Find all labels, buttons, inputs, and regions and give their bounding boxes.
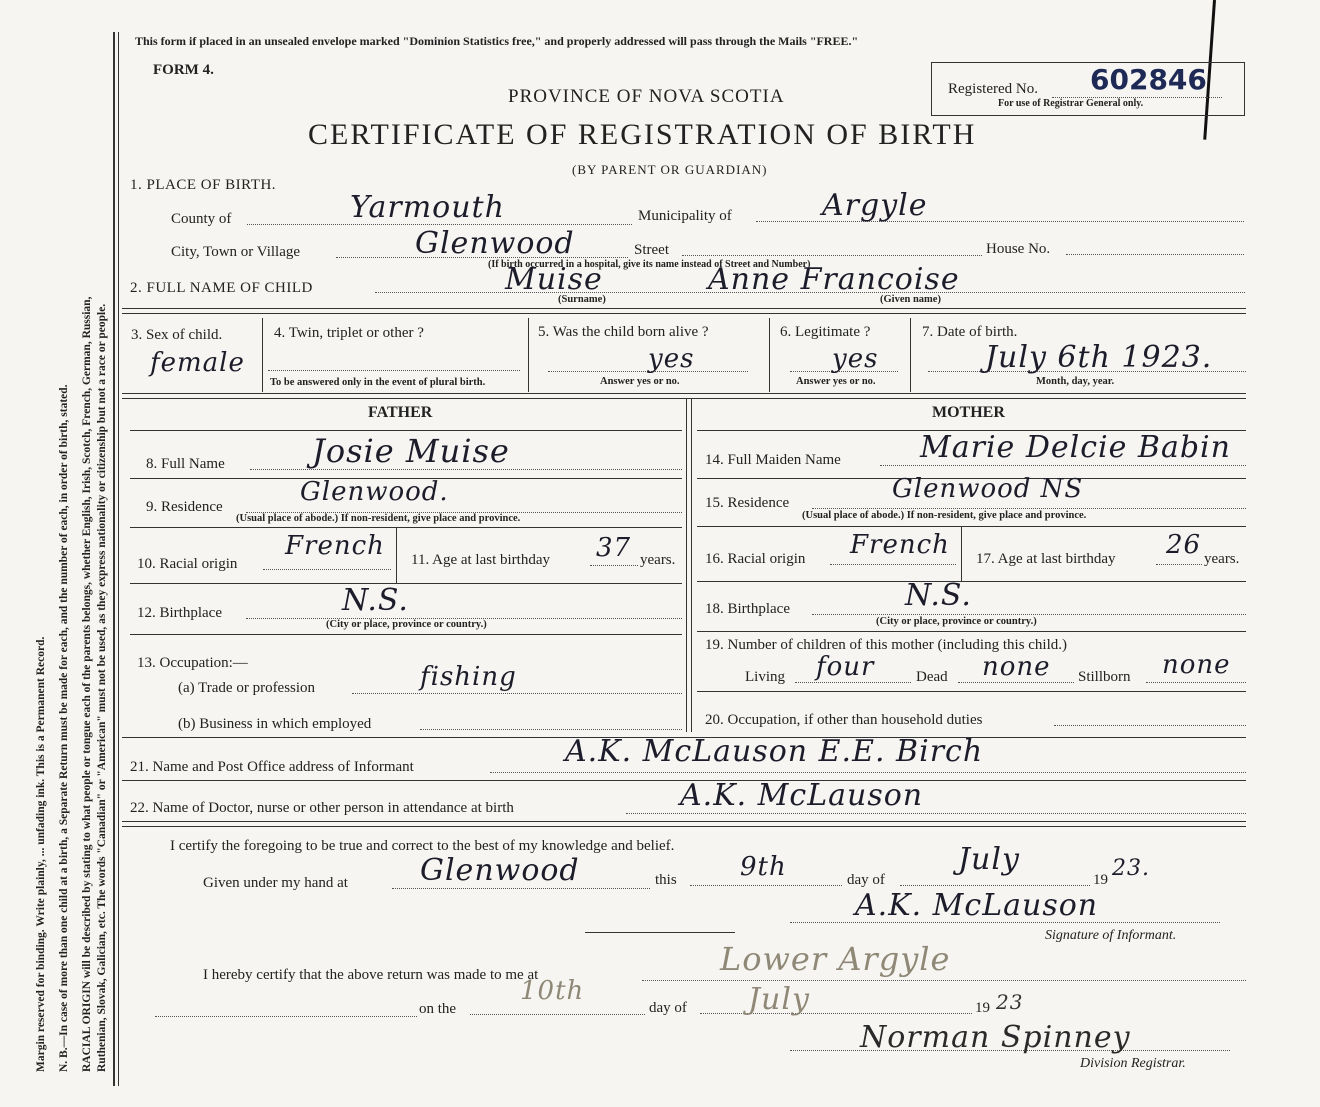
doctor-label: 22. Name of Doctor, nurse or other person in attendance at birth	[130, 800, 514, 816]
child-name-label: 2. FULL NAME OF CHILD	[130, 280, 313, 296]
twin-label: 4. Twin, triplet or other ?	[274, 325, 424, 341]
mother-age: 26	[1166, 530, 1202, 560]
legitimate-value: yes	[832, 344, 879, 374]
father-age-unit: years.	[640, 552, 676, 568]
mother-name-label: 14. Full Maiden Name	[705, 452, 841, 468]
city-value: Glenwood	[415, 226, 575, 261]
hospital-note: (If birth occurred in a hospital, give its name instead of Street and Number)	[488, 259, 811, 270]
on-the-label: on the	[419, 1001, 457, 1017]
city-label: City, Town or Village	[171, 244, 301, 260]
mother-residence: Glenwood NS	[892, 474, 1084, 504]
father-heading: FATHER	[368, 404, 433, 421]
street-label: Street	[634, 242, 669, 258]
registrar-month: July	[748, 982, 810, 1017]
form-number: FORM 4.	[153, 62, 214, 78]
sex-value: female	[150, 348, 245, 378]
living-label: Living	[745, 669, 785, 685]
father-residence-note: (Usual place of abode.) If non-resident, give place and province.	[236, 513, 521, 524]
registrar-certify-text: I hereby certify that the above return was made to me at	[203, 967, 539, 983]
children-count-label: 19. Number of children of this mother (including this child.)	[705, 637, 1068, 653]
doctor-value: A.K. McLauson	[680, 778, 924, 813]
registered-note: For use of Registrar General only.	[998, 98, 1144, 109]
mother-occupation-label: 20. Occupation, if other than household duties	[705, 712, 983, 728]
dob-label: 7. Date of birth.	[922, 324, 1018, 340]
frame-left-line-inner	[118, 32, 119, 1086]
child-surname: Muise	[505, 262, 603, 297]
registrar-day: 10th	[520, 976, 585, 1006]
father-occupation-label: 13. Occupation:—	[137, 655, 248, 671]
mother-racial-label: 16. Racial origin	[705, 551, 806, 567]
dead-label: Dead	[916, 669, 948, 685]
margin-note-multiple-births: N. B.—In case of more than one child at a birth, a Separate Return must be made for each, and the number of each, in order of birth, stated.	[58, 384, 70, 1072]
surname-caption: (Surname)	[558, 294, 606, 305]
legitimate-note: Answer yes or no.	[796, 376, 876, 387]
informant-label: 21. Name and Post Office address of Informant	[130, 759, 414, 775]
registrar-signature: Norman Spinney	[860, 1020, 1131, 1055]
sex-label: 3. Sex of child.	[131, 327, 223, 343]
certify-year-suffix: 23.	[1112, 856, 1150, 881]
registrar-day-of-label: day of	[649, 1000, 687, 1016]
trade-label: (a) Trade or profession	[178, 680, 316, 696]
father-residence-label: 9. Residence	[146, 499, 223, 515]
father-age-label: 11. Age at last birthday	[411, 552, 550, 568]
mother-residence-label: 15. Residence	[705, 495, 790, 511]
mother-birthplace: N.S.	[905, 578, 972, 613]
stillborn-label: Stillborn	[1078, 669, 1131, 685]
father-residence: Glenwood.	[300, 477, 449, 507]
county-label: County of	[171, 211, 232, 227]
certify-text: I certify the foregoing to be true and correct to the best of my knowledge and belief.	[170, 838, 675, 854]
house-number-label: House No.	[986, 241, 1051, 257]
alive-label: 5. Was the child born alive ?	[538, 324, 709, 340]
mother-birthplace-label: 18. Birthplace	[705, 601, 790, 617]
informant-value: A.K. McLauson E.E. Birch	[565, 734, 984, 769]
registered-label: Registered No.	[948, 81, 1038, 97]
mother-age-label: 17. Age at last birthday	[976, 551, 1116, 567]
child-given-name: Anne Francoise	[708, 262, 960, 297]
father-name: Josie Muise	[312, 432, 510, 470]
father-trade: fishing	[420, 662, 517, 692]
mother-racial-origin: French	[850, 530, 950, 560]
father-racial-origin: French	[285, 531, 385, 561]
place-heading: 1. PLACE OF BIRTH.	[130, 177, 277, 193]
registered-number: 602846	[1090, 63, 1207, 96]
informant-signature-caption: Signature of Informant.	[1045, 928, 1177, 943]
county-value: Yarmouth	[350, 190, 505, 225]
this-label: this	[655, 872, 677, 888]
informant-signature: A.K. McLauson	[855, 888, 1099, 923]
mother-age-unit: years.	[1204, 551, 1240, 567]
father-racial-label: 10. Racial origin	[137, 556, 238, 572]
given-label: Given under my hand at	[203, 875, 348, 891]
certify-year-prefix: 19	[1093, 872, 1108, 888]
mother-heading: MOTHER	[932, 404, 1005, 421]
dead-count: none	[982, 652, 1051, 682]
alive-note: Answer yes or no.	[600, 376, 680, 387]
twin-note: To be answered only in the event of plural birth.	[270, 377, 486, 388]
margin-note-racial-origin-1: RACIAL ORIGIN will be described by stating to what people or tongue each of the parents belongs, whether English, Irish, Scotch, French, German, Russian,	[81, 296, 93, 1072]
father-name-label: 8. Full Name	[146, 456, 225, 472]
given-name-caption: (Given name)	[880, 294, 941, 305]
margin-note-binding: Margin reserved for binding. Write plainly, ... unfading ink. This is a Permanent Record.	[35, 636, 47, 1072]
mother-residence-note: (Usual place of abode.) If non-resident, give place and province.	[802, 510, 1087, 521]
frame-left-line	[113, 32, 115, 1086]
mother-name: Marie Delcie Babin	[920, 430, 1231, 465]
registered-number-box	[931, 62, 1245, 116]
municipality-label: Municipality of	[638, 208, 732, 224]
stillborn-count: none	[1162, 650, 1231, 680]
registrar-year-prefix: 19	[975, 1000, 990, 1016]
father-birthplace: N.S.	[342, 583, 409, 618]
registrar-year-suffix: 23	[996, 990, 1024, 1014]
father-birthplace-note: (City or place, province or country.)	[326, 619, 487, 630]
certify-month: July	[958, 842, 1020, 877]
province-heading: PROVINCE OF NOVA SCOTIA	[508, 86, 785, 107]
registrar-caption: Division Registrar.	[1080, 1056, 1186, 1071]
margin-note-racial-origin-2: Ruthenian, Slovak, Galician, etc. The words "Canadian" or "American" must not be used, as they express nationality or citizenship but not a race or people.	[96, 303, 108, 1072]
municipality-value: Argyle	[822, 188, 928, 223]
dob-value: July 6th 1923.	[985, 340, 1213, 375]
certify-day: 9th	[740, 852, 787, 882]
registrar-place: Lower Argyle	[720, 940, 951, 978]
mother-birthplace-note: (City or place, province or country.)	[876, 616, 1037, 627]
alive-value: yes	[648, 344, 695, 374]
business-label: (b) Business in which employed	[178, 716, 372, 732]
mail-notice: This form if placed in an unsealed envelope marked "Dominion Statistics free," and properly addressed will pass through the Mails "FREE."	[135, 34, 859, 48]
living-count: four	[816, 652, 875, 682]
page-subtitle: (BY PARENT OR GUARDIAN)	[572, 162, 768, 177]
given-place: Glenwood	[420, 853, 580, 888]
day-of-label: day of	[847, 872, 885, 888]
father-age: 37	[596, 533, 632, 563]
legitimate-label: 6. Legitimate ?	[780, 324, 871, 340]
page-title: CERTIFICATE OF REGISTRATION OF BIRTH	[308, 118, 977, 151]
dob-note: Month, day, year.	[1036, 376, 1115, 387]
father-birthplace-label: 12. Birthplace	[137, 605, 222, 621]
